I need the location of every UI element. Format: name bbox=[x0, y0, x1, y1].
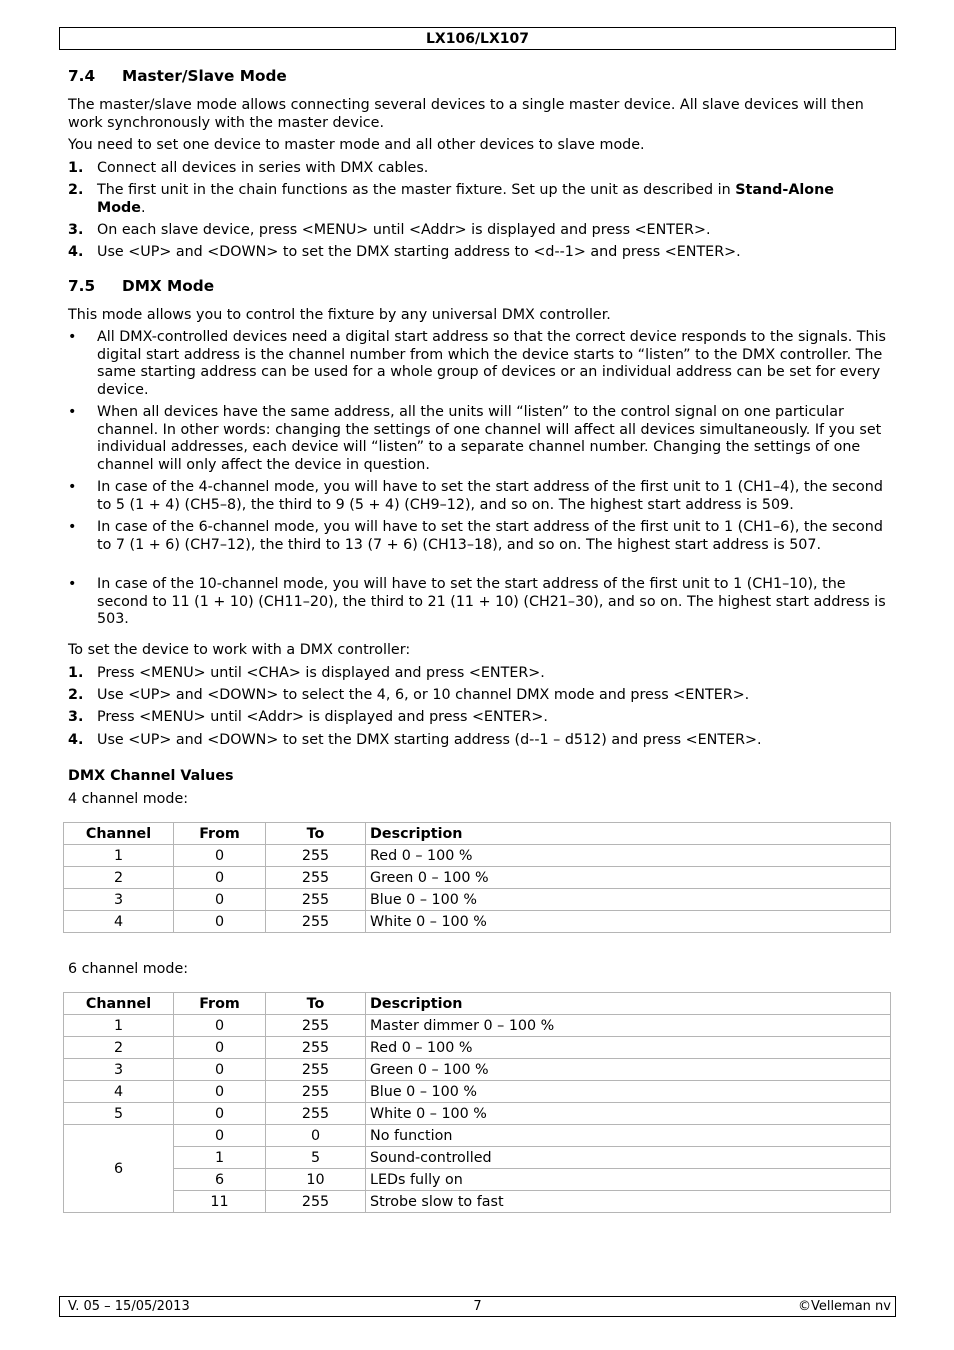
table-cell: Red 0 – 100 % bbox=[366, 1037, 891, 1059]
table-cell: 1 bbox=[64, 1015, 174, 1037]
column-header: To bbox=[266, 823, 366, 845]
table-cell: Red 0 – 100 % bbox=[366, 845, 891, 867]
table-row bbox=[64, 911, 891, 933]
table-cell: Green 0 – 100 % bbox=[366, 867, 891, 889]
table-header-row bbox=[64, 993, 891, 1015]
list-text: Use <UP> and <DOWN> to select the 4, 6, or 10 channel DMX mode and press <ENTER>. bbox=[97, 687, 750, 703]
bullet-icon: • bbox=[68, 329, 77, 345]
bullet-icon: • bbox=[68, 404, 77, 420]
table-cell: 11 bbox=[174, 1191, 266, 1213]
table-cell: 4 bbox=[64, 1081, 174, 1103]
table-cell: 3 bbox=[64, 889, 174, 911]
bullet-text: All DMX-controlled devices need a digital start address so that the correct device responds to the signals. This digital start address is the channel number from which the device starts to “listen” to the DMX controller. The same starting address can be used for a whole group of devices or an individual address can be set for every device. bbox=[97, 329, 887, 398]
list-number: 2. bbox=[68, 687, 84, 703]
section-7-4-heading bbox=[68, 68, 883, 86]
table-cell: 255 bbox=[266, 911, 366, 933]
table-cell: 10 bbox=[266, 1169, 366, 1191]
page-footer bbox=[59, 1296, 896, 1317]
list-number: 3. bbox=[68, 709, 84, 725]
table-cell: Blue 0 – 100 % bbox=[366, 889, 891, 911]
list-number: 2. bbox=[68, 182, 84, 198]
table-cell: Green 0 – 100 % bbox=[366, 1059, 891, 1081]
section-number: 7.4 bbox=[68, 67, 96, 85]
bullet-icon: • bbox=[68, 479, 77, 495]
section-number: 7.5 bbox=[68, 277, 96, 295]
table-cell: 1 bbox=[64, 845, 174, 867]
table-row bbox=[64, 1037, 891, 1059]
bullet-text: When all devices have the same address, all the units will “listen” to the control signal on one particular channel. In other words: changing the settings of one channel will affect all devices simultaneously. If you set individual addresses, each device will “listen” to a separate channel number. Changing the settings of one channel will only affect the device in question. bbox=[97, 404, 882, 473]
paragraph: To set the device to work with a DMX controller: bbox=[68, 642, 411, 658]
table-row bbox=[64, 1169, 891, 1191]
list-text: On each slave device, press <MENU> until <Addr> is displayed and press <ENTER>. bbox=[97, 222, 711, 238]
column-header: Channel bbox=[64, 993, 174, 1015]
table-row bbox=[64, 1191, 891, 1213]
list-item bbox=[68, 665, 886, 683]
table-header-row bbox=[64, 823, 891, 845]
table-cell: 255 bbox=[266, 1015, 366, 1037]
list-text: Press <MENU> until <Addr> is displayed and press <ENTER>. bbox=[97, 709, 548, 725]
table-caption: 4 channel mode: bbox=[68, 791, 189, 807]
paragraph: You need to set one device to master mode and all other devices to slave mode. bbox=[68, 137, 645, 153]
list-item bbox=[68, 222, 886, 240]
table-cell: 255 bbox=[266, 889, 366, 911]
bullet-item bbox=[68, 329, 886, 399]
list-number: 4. bbox=[68, 732, 84, 748]
table-cell: 0 bbox=[174, 1015, 266, 1037]
table-cell: Sound-controlled bbox=[366, 1147, 891, 1169]
table-cell: 0 bbox=[174, 867, 266, 889]
table-row bbox=[64, 1147, 891, 1169]
table-caption: 6 channel mode: bbox=[68, 961, 189, 977]
copyright: ©Velleman nv bbox=[797, 1299, 891, 1314]
table-cell: 0 bbox=[174, 1081, 266, 1103]
list-item bbox=[68, 687, 886, 705]
bullet-item bbox=[68, 576, 886, 629]
list-text: Use <UP> and <DOWN> to set the DMX starting address to <d--1> and press <ENTER>. bbox=[97, 244, 741, 260]
section-7-5-heading bbox=[68, 278, 883, 296]
list-item bbox=[68, 732, 886, 750]
table-cell: 255 bbox=[266, 1103, 366, 1125]
page-number: 7 bbox=[473, 1299, 482, 1314]
column-header: From bbox=[174, 823, 266, 845]
table-row bbox=[64, 1081, 891, 1103]
table-cell: LEDs fully on bbox=[366, 1169, 891, 1191]
table-row bbox=[64, 1059, 891, 1081]
table-cell: 4 bbox=[64, 911, 174, 933]
list-item bbox=[68, 160, 886, 178]
column-header: Channel bbox=[64, 823, 174, 845]
list-text bbox=[97, 182, 886, 217]
table-cell: Master dimmer 0 – 100 % bbox=[366, 1015, 891, 1037]
table-cell: White 0 – 100 % bbox=[366, 911, 891, 933]
table-cell: Blue 0 – 100 % bbox=[366, 1081, 891, 1103]
cross-reference: Stand-Alone Mode bbox=[97, 182, 835, 216]
table-cell: 255 bbox=[266, 1191, 366, 1213]
bullet-item bbox=[68, 404, 886, 474]
table-cell: 1 bbox=[174, 1147, 266, 1169]
dmx-table-4ch bbox=[63, 822, 891, 933]
bullet-item bbox=[68, 519, 886, 554]
table-row bbox=[64, 845, 891, 867]
table-cell: 0 bbox=[266, 1125, 366, 1147]
list-item bbox=[68, 182, 886, 217]
column-header: Description bbox=[366, 993, 891, 1015]
column-header: From bbox=[174, 993, 266, 1015]
bullet-icon: • bbox=[68, 519, 77, 535]
bullet-text: In case of the 6-channel mode, you will have to set the start address of the first unit to 1 (CH1–6), the second to 7 (1 + 6) (CH7–12), the third to 13 (7 + 6) (CH13–18), and so on. The highest start address is 507. bbox=[97, 519, 883, 553]
table-cell: 0 bbox=[174, 1125, 266, 1147]
table-cell: White 0 – 100 % bbox=[366, 1103, 891, 1125]
dmx-table-6ch bbox=[63, 992, 891, 1213]
page-header: LX106/LX107 bbox=[59, 27, 896, 50]
table-row bbox=[64, 1125, 891, 1147]
bullet-text: In case of the 4-channel mode, you will have to set the start address of the first unit to 1 (CH1–4), the second to 5 (1 + 4) (CH5–8), the third to 9 (5 + 4) (CH9–12), and so on. The highest start address is 509. bbox=[97, 479, 883, 513]
table-row bbox=[64, 1015, 891, 1037]
list-text-part: The first unit in the chain functions as the master fixture. Set up the unit as described in bbox=[97, 182, 736, 198]
section-title: DMX Mode bbox=[122, 277, 215, 295]
table-cell: 0 bbox=[174, 1103, 266, 1125]
subheading: DMX Channel Values bbox=[68, 768, 234, 784]
table-cell: 0 bbox=[174, 889, 266, 911]
table-cell: 0 bbox=[174, 1037, 266, 1059]
column-header: To bbox=[266, 993, 366, 1015]
table-cell: 2 bbox=[64, 867, 174, 889]
column-header: Description bbox=[366, 823, 891, 845]
table-cell: 6 bbox=[64, 1125, 174, 1213]
table-row bbox=[64, 1103, 891, 1125]
table-cell: 255 bbox=[266, 1059, 366, 1081]
list-text: Press <MENU> until <CHA> is displayed and press <ENTER>. bbox=[97, 665, 545, 681]
list-text: Connect all devices in series with DMX cables. bbox=[97, 160, 429, 176]
list-number: 3. bbox=[68, 222, 84, 238]
bullet-text: In case of the 10-channel mode, you will have to set the start address of the first unit to 1 (CH1–10), the second to 11 (1 + 10) (CH11–20), the third to 21 (11 + 10) (CH21–30), and so on. The highest start address is 503. bbox=[97, 576, 886, 628]
table-cell: 255 bbox=[266, 867, 366, 889]
table-cell: 5 bbox=[266, 1147, 366, 1169]
version-date: V. 05 – 15/05/2013 bbox=[68, 1299, 190, 1314]
bullet-icon: • bbox=[68, 576, 77, 592]
table-cell: No function bbox=[366, 1125, 891, 1147]
table-cell: 255 bbox=[266, 1081, 366, 1103]
table-cell: 255 bbox=[266, 845, 366, 867]
section-title: Master/Slave Mode bbox=[122, 67, 287, 85]
list-text: Use <UP> and <DOWN> to set the DMX starting address (d--1 – d512) and press <ENTER>. bbox=[97, 732, 762, 748]
list-item bbox=[68, 709, 886, 727]
list-number: 1. bbox=[68, 665, 84, 681]
table-row bbox=[64, 867, 891, 889]
table-cell: 0 bbox=[174, 845, 266, 867]
list-text-part: . bbox=[140, 199, 146, 216]
table-cell: Strobe slow to fast bbox=[366, 1191, 891, 1213]
paragraph: The master/slave mode allows connecting several devices to a single master device. All slave devices will then work synchronously with the master device. bbox=[68, 97, 864, 131]
table-cell: 0 bbox=[174, 1059, 266, 1081]
table-cell: 0 bbox=[174, 911, 266, 933]
list-number: 4. bbox=[68, 244, 84, 260]
bullet-item bbox=[68, 479, 886, 514]
table-cell: 255 bbox=[266, 1037, 366, 1059]
paragraph: This mode allows you to control the fixture by any universal DMX controller. bbox=[68, 307, 611, 323]
list-item bbox=[68, 244, 886, 262]
table-cell: 5 bbox=[64, 1103, 174, 1125]
table-cell: 2 bbox=[64, 1037, 174, 1059]
table-cell: 6 bbox=[174, 1169, 266, 1191]
table-cell: 3 bbox=[64, 1059, 174, 1081]
list-number: 1. bbox=[68, 160, 84, 176]
table-row bbox=[64, 889, 891, 911]
